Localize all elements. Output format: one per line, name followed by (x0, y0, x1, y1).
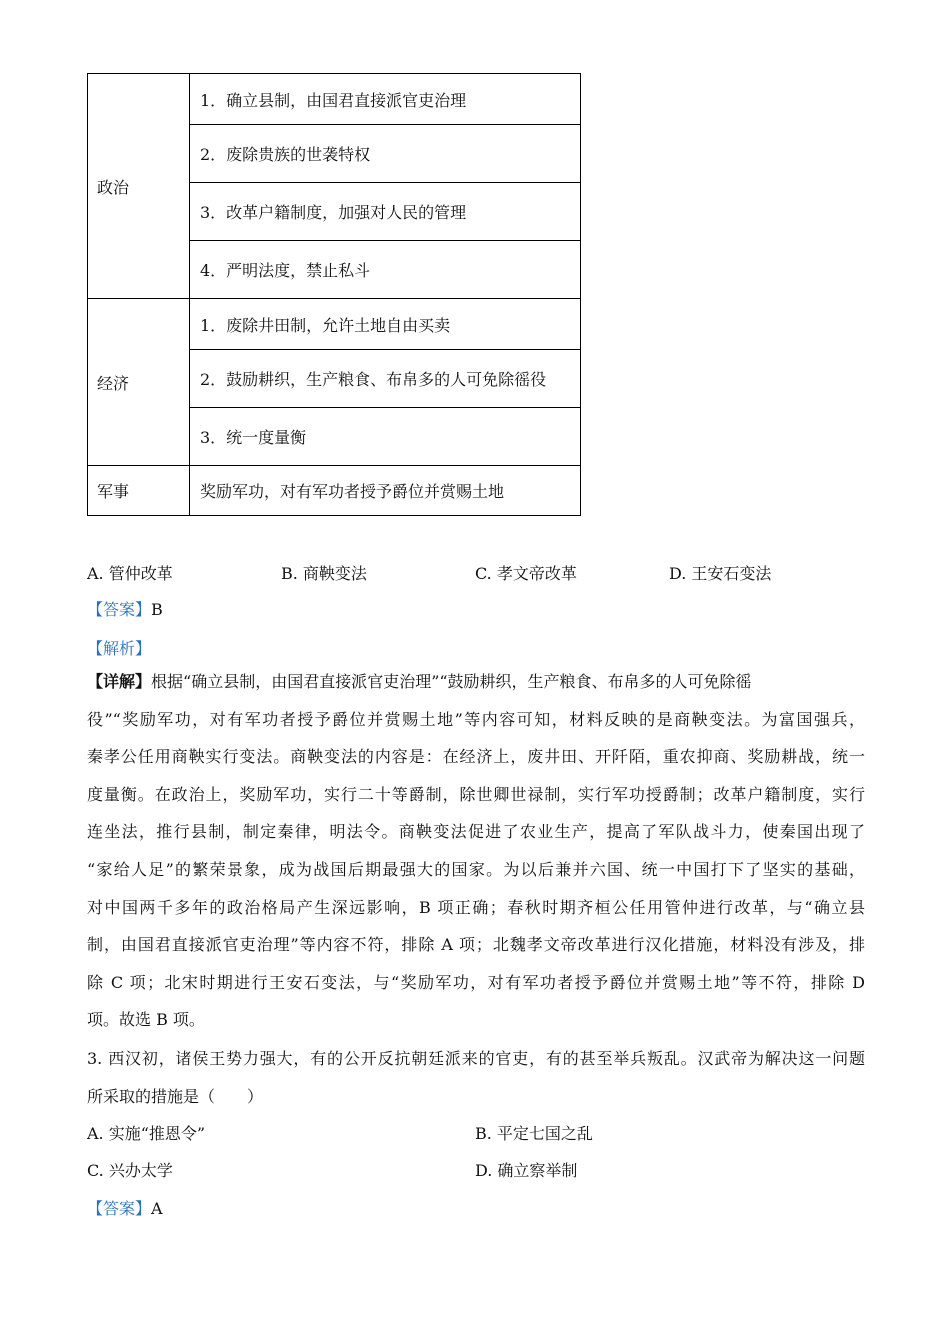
option-c: C. 孝文帝改革 (475, 564, 577, 583)
category-cell-politics: 政治 (88, 74, 190, 299)
answer-tag: 【答案】 (87, 600, 152, 619)
answer-value: B (151, 600, 163, 619)
detail-line: 度量衡。在政治上，奖励军功，实行二十等爵制，除世卿世禄制，实行军功授爵制；改革户籍制度，实行 (87, 784, 865, 804)
option-b: B. 商鞅变法 (281, 564, 367, 583)
q2-analysis-heading (87, 636, 151, 659)
reform-measures-table (87, 73, 581, 516)
detail-line: 制，由国君直接派官吏治理”等内容不符，排除 A 项；北魏孝文帝改革进行汉化措施，材料没有涉及，排 (87, 935, 865, 955)
detail-line: 对中国两千多年的政治格局产生深远影响，B 项正确；春秋时期齐桓公任用管仲进行改革，与“确立县 (87, 897, 865, 917)
q3-option-a: A. 实施“推恩令” (87, 1124, 206, 1143)
detail-line: “家给人足”的繁荣景象，成为战国后期最强大的国家。为以后兼并六国、统一中国打下了坚实的基础， (87, 859, 865, 879)
answer-tag: 【答案】 (87, 1199, 152, 1218)
table-cell: 1．废除井田制，允许土地自由买卖 (190, 299, 581, 350)
table-cell: 奖励军功，对有军功者授予爵位并赏赐土地 (190, 466, 581, 516)
category-cell-military: 军事 (88, 466, 190, 516)
option-a: A. 管仲改革 (87, 564, 173, 583)
detail-tag: 【详解】 (87, 672, 152, 691)
table-cell: 1．确立县制，由国君直接派官吏治理 (190, 74, 581, 125)
detail-line: 秦孝公任用商鞅实行变法。商鞅变法的内容是：在经济上，废井田、开阡陌，重农抑商、奖励耕战，统一 (87, 747, 865, 767)
table-cell: 3．改革户籍制度，加强对人民的管理 (190, 183, 581, 241)
q2-detail-paragraph (87, 663, 865, 1039)
table-cell: 2．废除贵族的世袭特权 (190, 125, 581, 183)
table-cell: 2．鼓励耕织，生产粮食、布帛多的人可免除徭役 (190, 350, 581, 408)
stem-line: 3. 西汉初，诸侯王势力强大，有的公开反抗朝廷派来的官吏，有的甚至举兵叛乱。汉武帝为解决这一问题 (87, 1049, 865, 1068)
detail-line: 项。故选 B 项。 (87, 1010, 205, 1030)
detail-line: 连坐法，推行县制，制定秦律，明法令。商鞅变法促进了农业生产，提高了军队战斗力，使秦国出现了 (87, 822, 865, 842)
detail-line: 除 C 项；北宋时期进行王安石变法，与“奖励军功，对有军功者授予爵位并赏赐土地”等不符，排除 D (87, 972, 865, 992)
detail-line: 【详解】根据“确立县制，由国君直接派官吏治理”“鼓励耕织，生产粮食、布帛多的人可免除徭 (87, 672, 752, 691)
q3-stem (87, 1040, 865, 1115)
option-d: D. 王安石变法 (669, 564, 772, 583)
stem-line: 所采取的措施是（ ） (87, 1086, 264, 1106)
answer-value: A (151, 1199, 163, 1218)
detail-line: 役”“奖励军功，对有军功者授予爵位并赏赐土地”等内容可知，材料反映的是商鞅变法。为富国强兵， (87, 709, 865, 729)
table-cell: 4．严明法度，禁止私斗 (190, 241, 581, 299)
category-cell-economy: 经济 (88, 299, 190, 466)
q3-option-b: B. 平定七国之乱 (475, 1124, 593, 1143)
q3-option-c: C. 兴办太学 (87, 1161, 173, 1180)
analysis-tag: 【解析】 (87, 639, 152, 658)
q2-answer (87, 597, 163, 620)
table-cell: 3．统一度量衡 (190, 408, 581, 466)
q3-option-d: D. 确立察举制 (475, 1161, 578, 1180)
q3-answer (87, 1196, 163, 1219)
q2-options (87, 561, 887, 583)
